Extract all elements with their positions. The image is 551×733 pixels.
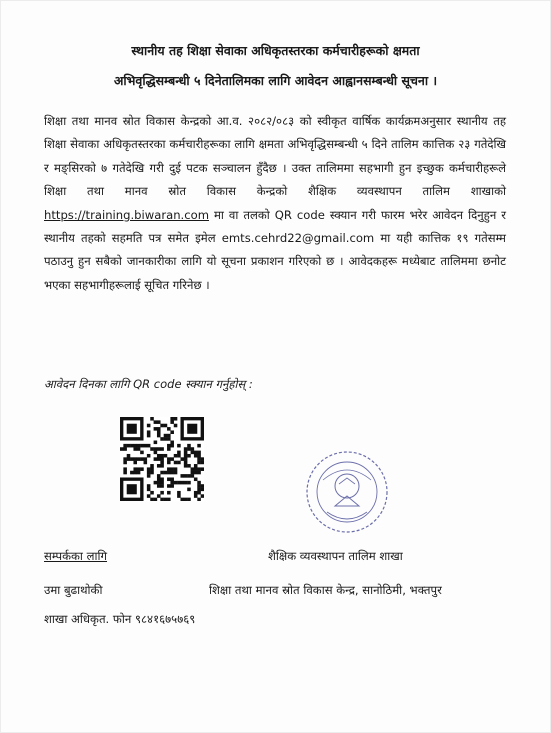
contact-heading: सम्पर्कका लागि — [44, 549, 108, 563]
notice-body — [44, 110, 506, 297]
office-name: शैक्षिक व्यवस्थापन तालिम शाखा — [268, 549, 403, 563]
official-seal-stamp — [305, 450, 389, 534]
qr-label: आवेदन दिनका लागि QR code स्क्यान गर्नुहोस् : — [44, 377, 253, 391]
body-text-part-3: मा यही कात्तिक १९ गतेसम्म पठाउनु हुन सबैको जानकारीका लागि यो सूचना प्रकाशन गरिएको छ । आवेदकहरू मध्येबाट तालिममा छनोट भएका सहभागीहरूलाई सूचित गरिनेछ । — [44, 231, 506, 292]
office-address: शिक्षा तथा मानव स्रोत विकास केन्द्र, सानोठिमी, भक्तपुर — [209, 583, 442, 597]
email-address[interactable]: emts.cehrd22@gmail.com — [221, 231, 375, 246]
notice-title-line-1: स्थानीय तह शिक्षा सेवाका अधिकृतस्तरका कर्मचारीहरूको क्षमता — [131, 43, 420, 58]
body-text-part-1: शिक्षा तथा मानव स्रोत विकास केन्द्रको आ.व. २०८२/०८३ को स्वीकृत वार्षिक कार्यक्रमअनुसार स्थानीय तह शिक्षा सेवाका अधिकृतस्तरका कर्मचारीहरूका लागि क्षमता अभिवृद्धिसम्बन्धी ५ दिने तालिम कात्तिक २३ गतेदेखि र मङ्सिरको ७ गतेदेखि गरी दुई पटक सञ्चालन हुँदैछ । उक्त तालिममा सहभागी हुन इच्छुक कर्मचारीहरूले शिक्षा तथा मानव स्रोत विकास केन्द्रको शैक्षिक व्यवस्थापन तालिम शाखाको — [44, 114, 506, 199]
contact-role-phone: शाखा अधिकृत. फोन ९८४१६७५७६९ — [44, 612, 196, 626]
body-text-part-2: मा वा तलको QR code स्क्यान गरी फारम भरेर आवेदन दिनुहुन र स्थानीय तहको सहमति पत्र समेत इमेल — [44, 207, 506, 246]
contact-name: उमा बुढाथोकी — [44, 583, 103, 597]
qr-code-icon[interactable] — [120, 417, 204, 501]
training-link[interactable]: https://training.biwaran.com — [44, 207, 209, 222]
notice-title-line-2: अभिवृद्धिसम्बन्धी ५ दिनेतालिमका लागि आवेदन आह्वानसम्बन्धी सूचना । — [113, 73, 438, 88]
